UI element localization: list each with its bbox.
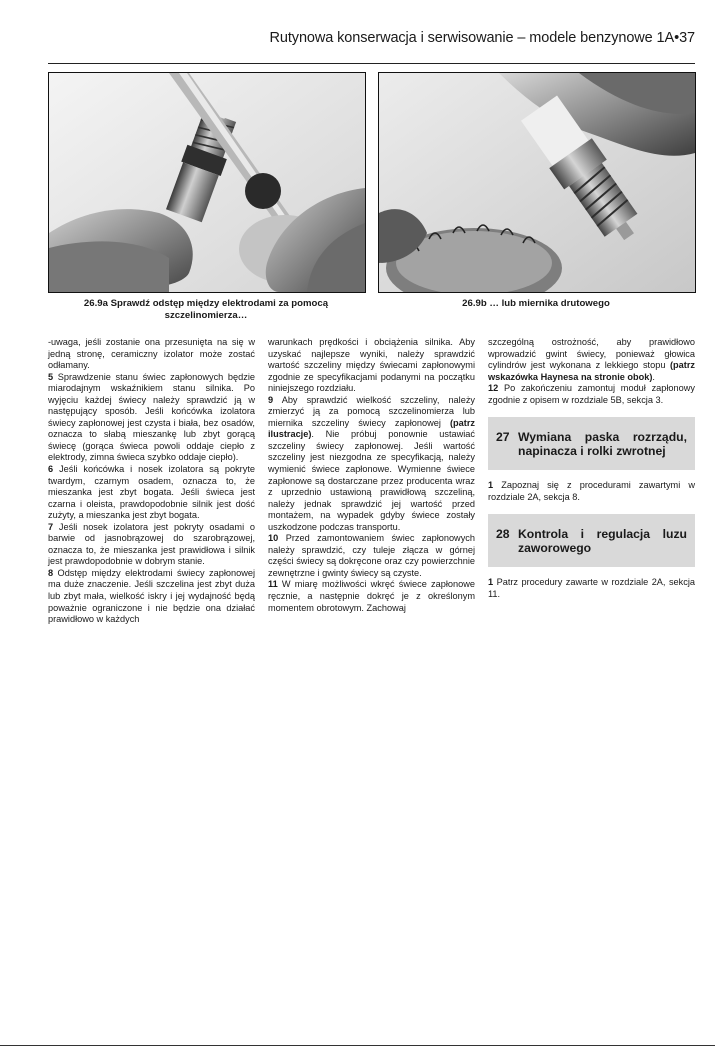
paragraph: szczególną ostrożność, aby prawidłowo wprowadzić gwint świecy, ponieważ głowica cylindrów jest wykonana z lekkiego stopu (patrz wskazówka Haynesa na stronie obok). [488, 337, 695, 382]
paragraph: 12 Po zakończeniu zamontuj moduł zapłonowy zgodnie z opisem w rozdziale 5B, sekcja 3. [488, 383, 695, 405]
bottom-rule [0, 1045, 715, 1046]
paragraph-number: 11 [268, 579, 278, 590]
paragraph: 9 Aby sprawdzić wielkość szczeliny, należy zmierzyć ją za pomocą szczelinomierza lub miernika szczeliny świecy zapłonowej (patrz ilustracje). Nie próbuj ponownie ustawiać szczeliny świecy zapłonowej. Jeśli wartość szczeliny jest niezgodna ze specyfikacją, należy wymienić świece zapłonowe. Wymienne świece zapłonowe są dostarczane przez producenta wraz z uprzednio ustawioną prawidłową szczeliną, należy jednak sprawdzić jej wartość przed montażem, na wypadek gdyby świece zostały uszkodzone podczas transportu. [268, 394, 476, 532]
paragraph: 5 Sprawdzenie stanu świec zapłonowych będzie miarodajnym wskaźnikiem stanu silnika. Po wyjęciu każdej świecy należy sprawdzić ją w następujący sposób. Jeśli końcówka izolatora świecy zapłonowej jest czysta i biała, bez osadów, oznacza to słabą mieszankę lub zbyt gorącą świecę (gorąca świeca powoli oddaje ciepło z elektrody, zimna świeca szybko oddaje ciepło). [48, 371, 255, 463]
paragraph: warunkach prędkości i obciążenia silnika. Aby uzyskać najlepsze wyniki, należy sprawdzić wartość szczeliny między świecami zapłonowymi zgodnie ze specyfikacjami podanymi na początku niniejszego rozdziału. [268, 337, 475, 394]
figure-26-9b-caption [378, 298, 694, 310]
paragraph: 8 Odstęp między elektrodami świecy zapłonowej ma duże znaczenie. Jeśli szczelina jest zbyt duża lub zbyt mała, wielkość iskry i jej wydajność będą poważnie ograniczone i nie będzie ona działać prawidłowo w każdych [48, 567, 255, 625]
paragraph-number: 9 [268, 394, 274, 405]
paragraph: 10 Przed zamontowaniem świec zapłonowych należy sprawdzić, czy tuleje złącza w górnej części świecy są dokręcone oraz czy powierzchnie zewnętrzne i gwinty świecy są czyste. [268, 533, 475, 578]
text-column-3 [488, 337, 695, 600]
section-title: Kontrola i regulacja luzu zaworowego [518, 527, 687, 556]
text-column-1 [48, 337, 255, 626]
section-number: 28 [496, 527, 510, 542]
cross-reference: (patrz ilustracje) [268, 417, 475, 440]
paragraph-number: 10 [268, 533, 279, 544]
cross-reference: (patrz wskazówka Haynesa na stronie obok) [488, 360, 695, 382]
figure-26-9b-photo [378, 72, 696, 293]
section-number: 27 [496, 430, 510, 445]
paragraph: 11 W miarę możliwości wkręć świece zapłonowe ręcznie, a następnie dokręć je z określonym momentem obrotowym. Zachowaj [268, 579, 475, 613]
page-header [48, 30, 695, 54]
paragraph-number: 8 [48, 567, 54, 578]
paragraph-number: 1 [488, 480, 494, 491]
paragraph: 7 Jeśli nosek izolatora jest pokryty osadami o barwie od jasnobrązowej do szarobrązowej, oznacza to, że mieszanka jest prawidłowa i silnik jest prawdopodobnie w dobrym stanie. [48, 521, 255, 567]
section-27-heading [488, 417, 695, 470]
header-rule [48, 63, 695, 64]
paragraph-number: 5 [48, 371, 54, 382]
figure-26-9a-caption [48, 298, 364, 322]
text-column-2 [268, 337, 475, 614]
paragraph: -uwaga, jeśli zostanie ona przesunięta na się w jedną stronę, ceramiczny izolator może zostać odłamany. [48, 337, 255, 371]
section-28-heading [488, 514, 695, 567]
paragraph-number: 1 [488, 577, 494, 588]
caption-line: 26.9b … lub miernika drutowego [462, 298, 610, 309]
caption-line: 26.9a Sprawdź odstęp między elektrodami za pomocą [83, 298, 329, 309]
paragraph-number: 6 [48, 464, 54, 475]
running-title: Rutynowa konserwacja i serwisowanie – modele benzynowe 1A•37 [269, 30, 695, 46]
paragraph: 6 Jeśli końcówka i nosek izolatora są pokryte twardym, czarnym osadem, oznacza to, że mieszanka jest zbyt bogata. Jeśli świeca jest czarna i oleista, prawdopodobnie silnik jest dość zużyty, a mieszanka jest zbyt bogata. [48, 464, 255, 521]
figure-26-9a-photo [48, 72, 366, 293]
paragraph: 1 Zapoznaj się z procedurami zawartymi w rozdziale 2A, sekcja 8. [488, 480, 695, 502]
paragraph: 1 Patrz procedury zawarte w rozdziale 2A, sekcja 11. [488, 577, 695, 599]
paragraph-number: 12 [488, 383, 499, 394]
paragraph-number: 7 [48, 521, 54, 532]
caption-line: szczelinomierza… [164, 310, 248, 321]
section-title: Wymiana paska rozrządu, napinacza i rolki zwrotnej [518, 430, 687, 459]
